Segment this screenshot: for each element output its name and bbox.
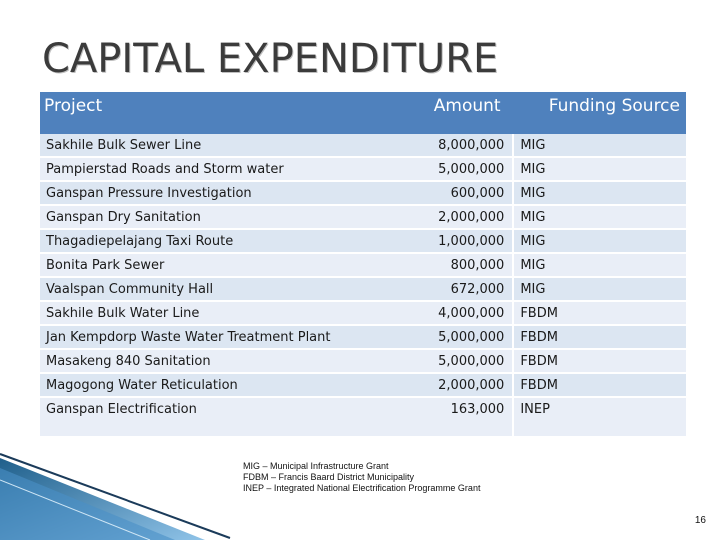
- table-row: [40, 350, 686, 374]
- project-cell: Vaalspan Community Hall: [40, 278, 404, 302]
- project-cell: Thagadiepelajang Taxi Route: [40, 230, 404, 254]
- funding-cell: FBDM: [514, 326, 686, 350]
- amount-cell: 672,000: [404, 278, 514, 302]
- table-row: [40, 278, 686, 302]
- amount-cell: 4,000,000: [404, 302, 514, 326]
- amount-cell: 2,000,000: [404, 374, 514, 398]
- amount-cell: 5,000,000: [404, 326, 514, 350]
- funding-cell: MIG: [514, 206, 686, 230]
- table-row: [40, 398, 686, 438]
- page-number: 16: [694, 515, 706, 526]
- project-cell: Magogong Water Reticulation: [40, 374, 404, 398]
- header-project: Project: [40, 92, 404, 134]
- project-cell: Bonita Park Sewer: [40, 254, 404, 278]
- header-amount: Amount: [404, 92, 514, 134]
- table-row: [40, 182, 686, 206]
- amount-cell: 8,000,000: [404, 134, 514, 158]
- funding-cell: FBDM: [514, 302, 686, 326]
- amount-cell: 5,000,000: [404, 350, 514, 374]
- funding-cell: MIG: [514, 230, 686, 254]
- table-header-row: [40, 92, 686, 134]
- funding-cell: MIG: [514, 158, 686, 182]
- table-row: [40, 158, 686, 182]
- decorative-swoosh: [0, 440, 240, 540]
- funding-cell: MIG: [514, 254, 686, 278]
- project-cell: Masakeng 840 Sanitation: [40, 350, 404, 374]
- project-cell: Ganspan Electrification: [40, 398, 404, 438]
- funding-cell: MIG: [514, 182, 686, 206]
- funding-cell: MIG: [514, 278, 686, 302]
- table-row: [40, 302, 686, 326]
- funding-cell: INEP: [514, 398, 686, 438]
- note-line: FDBM – Francis Baard District Municipality: [243, 472, 415, 482]
- project-cell: Ganspan Dry Sanitation: [40, 206, 404, 230]
- note-line: INEP – Integrated National Electrification Programme Grant: [243, 483, 481, 493]
- page-title: CAPITAL EXPENDITURE: [42, 36, 499, 82]
- header-funding-source: Funding Source: [514, 92, 686, 134]
- amount-cell: 600,000: [404, 182, 514, 206]
- project-cell: Sakhile Bulk Sewer Line: [40, 134, 404, 158]
- table-row: [40, 374, 686, 398]
- amount-cell: 2,000,000: [404, 206, 514, 230]
- abbreviation-notes: [243, 461, 480, 494]
- table-row: [40, 230, 686, 254]
- project-cell: Pampierstad Roads and Storm water: [40, 158, 404, 182]
- note-line: MIG – Municipal Infrastructure Grant: [243, 461, 389, 471]
- table-row: [40, 206, 686, 230]
- funding-cell: FBDM: [514, 374, 686, 398]
- capital-expenditure-table: [40, 92, 686, 438]
- funding-cell: MIG: [514, 134, 686, 158]
- project-cell: Jan Kempdorp Waste Water Treatment Plant: [40, 326, 404, 350]
- amount-cell: 5,000,000: [404, 158, 514, 182]
- project-cell: Ganspan Pressure Investigation: [40, 182, 404, 206]
- amount-cell: 163,000: [404, 398, 514, 438]
- project-cell: Sakhile Bulk Water Line: [40, 302, 404, 326]
- amount-cell: 800,000: [404, 254, 514, 278]
- table-row: [40, 134, 686, 158]
- table-row: [40, 326, 686, 350]
- amount-cell: 1,000,000: [404, 230, 514, 254]
- funding-cell: FBDM: [514, 350, 686, 374]
- table-row: [40, 254, 686, 278]
